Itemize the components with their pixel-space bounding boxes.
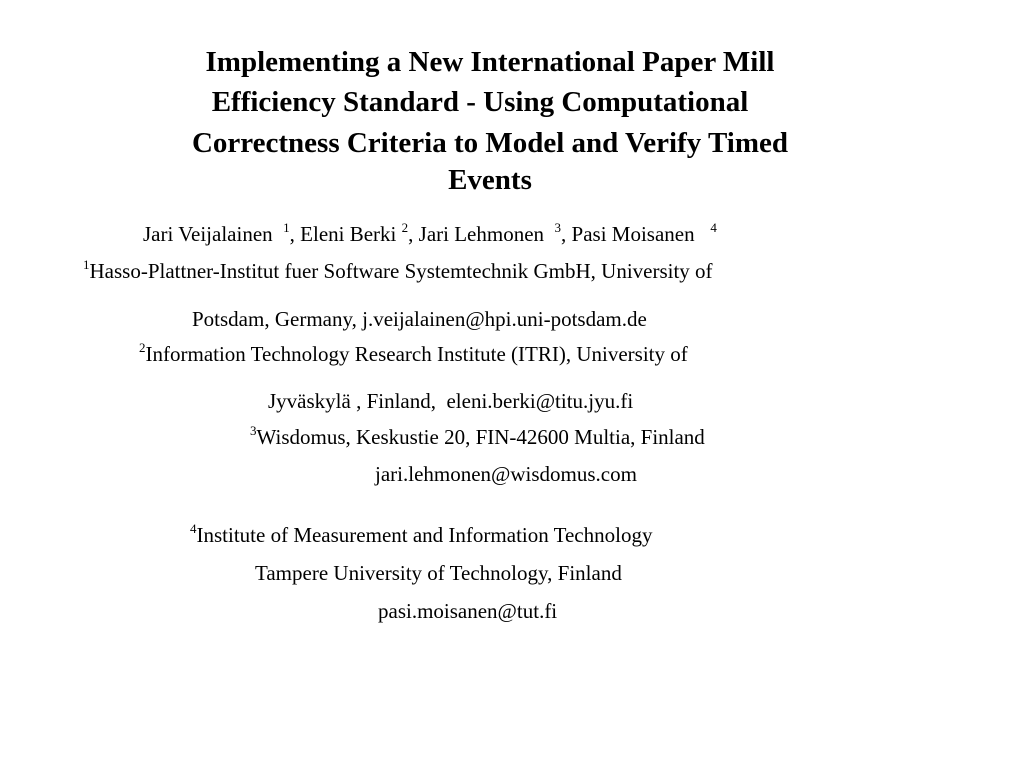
affiliation-2-line-2: Jyväskylä , Finland, eleni.berki@titu.jyu.fi	[268, 389, 634, 413]
affiliation-text: Institute of Measurement and Information Technology	[196, 523, 653, 547]
affiliation-4-line-2: Tampere University of Technology, Finland	[255, 561, 622, 585]
author-name: , Jari Lehmonen	[408, 222, 545, 246]
affiliation-superscript: 3	[250, 423, 257, 438]
title-line-1: Implementing a New International Paper Mill	[205, 46, 775, 78]
affiliation-3-line-1	[250, 424, 705, 450]
affiliation-text: Hasso-Plattner-Institut fuer Software Systemtechnik GmbH, University of	[89, 259, 713, 283]
affiliation-4-line-1	[190, 522, 652, 548]
author-name: Jari Veijalainen	[143, 222, 273, 246]
title-line-2: Efficiency Standard - Using Computational	[211, 86, 749, 118]
author-superscript: 1	[283, 220, 290, 235]
affiliation-4-line-3: pasi.moisanen@tut.fi	[378, 599, 558, 623]
title-line-4: Events	[448, 164, 532, 196]
author-list	[143, 221, 717, 247]
affiliation-3-line-2: jari.lehmonen@wisdomus.com	[375, 462, 637, 486]
affiliation-text: Information Technology Research Institute (ITRI), University of	[145, 342, 688, 366]
affiliation-2-line-1	[139, 341, 688, 367]
author-superscript: 2	[401, 220, 409, 235]
title-line-3: Correctness Criteria to Model and Verify Timed	[191, 127, 789, 159]
author-name: , Pasi Moisanen	[561, 222, 695, 246]
author-superscript: 3	[554, 220, 562, 235]
affiliation-superscript: 4	[190, 521, 197, 536]
affiliation-1-line-2: Potsdam, Germany, j.veijalainen@hpi.uni-potsdam.de	[192, 307, 647, 331]
author-name: , Eleni Berki	[289, 222, 397, 246]
affiliation-superscript: 1	[83, 257, 90, 272]
affiliation-text: Wisdomus, Keskustie 20, FIN-42600 Multia, Finland	[256, 425, 705, 449]
author-superscript: 4	[710, 220, 717, 235]
affiliation-1-line-1	[83, 258, 713, 284]
affiliation-superscript: 2	[139, 340, 146, 355]
